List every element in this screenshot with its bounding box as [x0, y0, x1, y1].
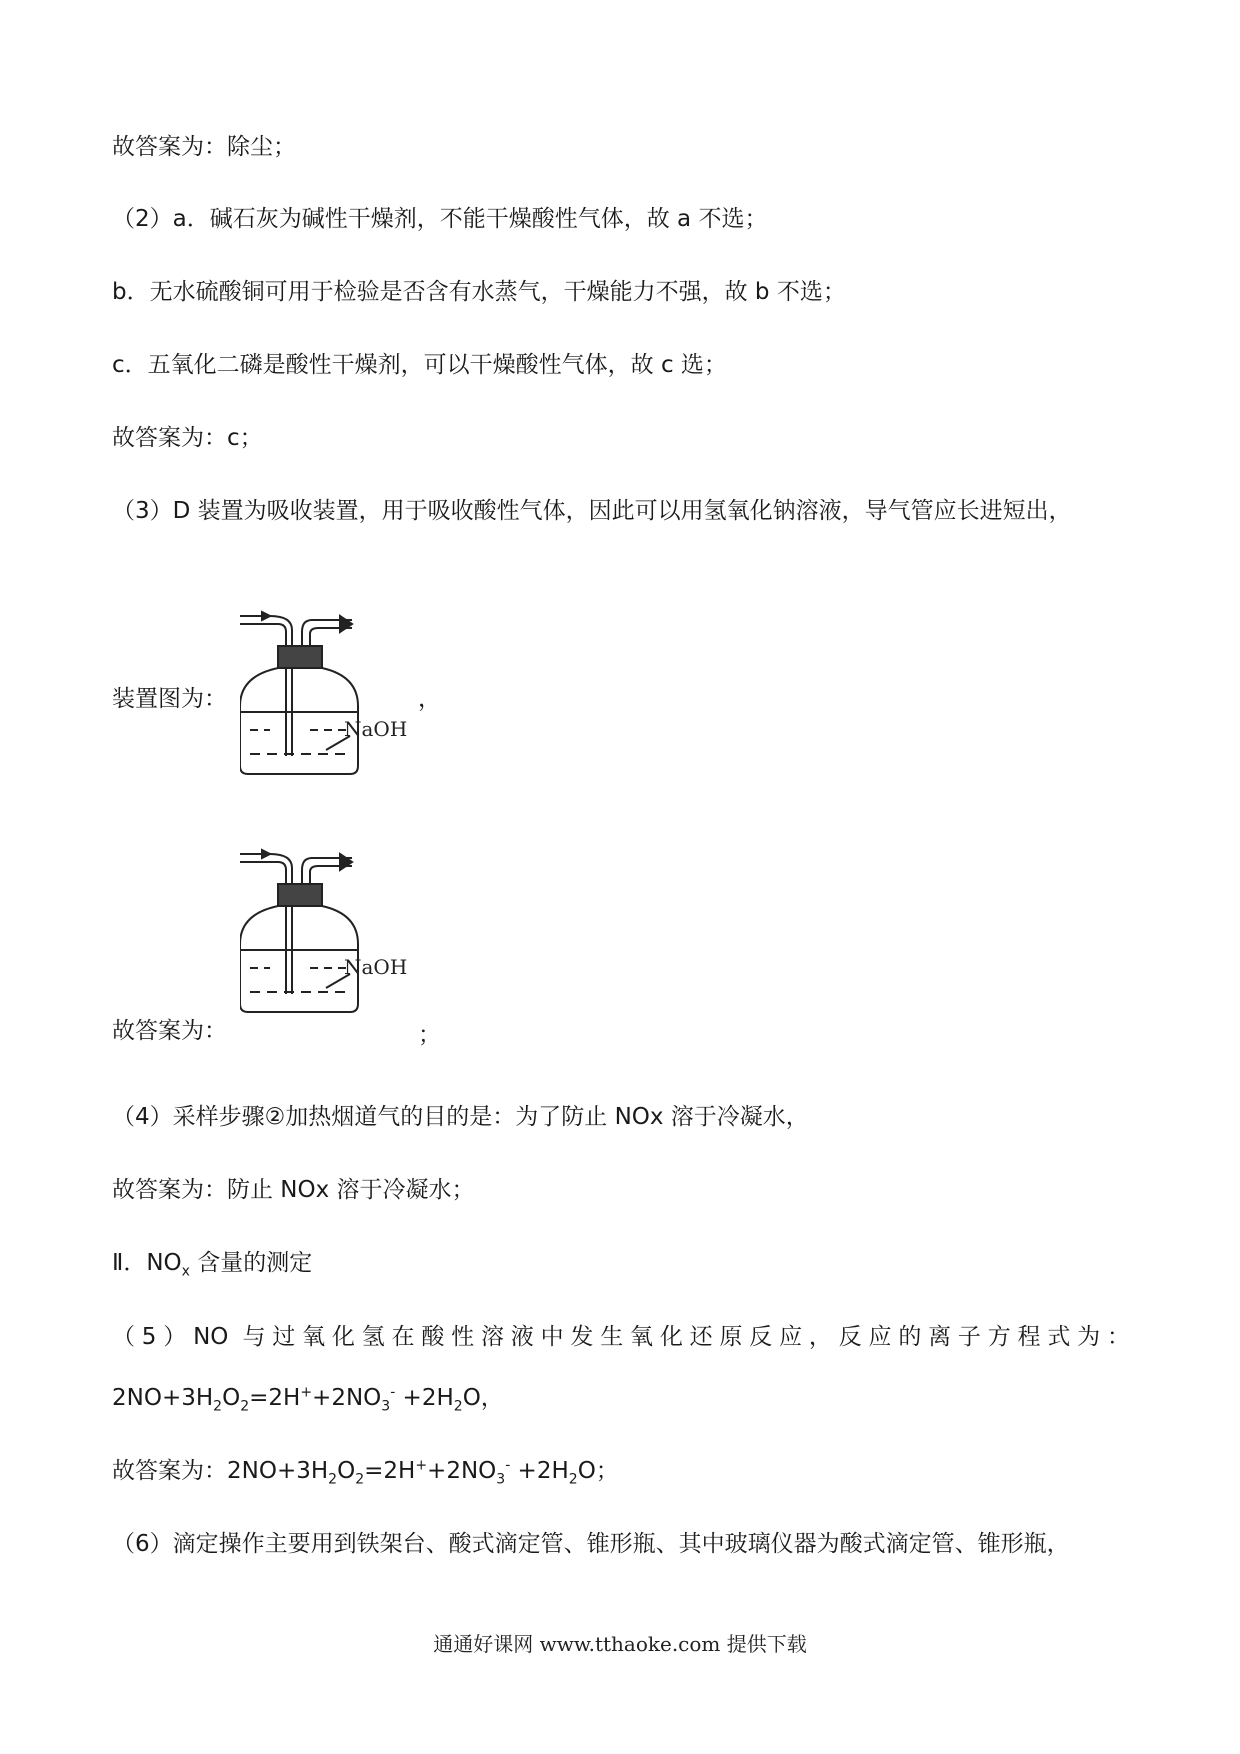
- answer-line-1: 故答案为：除尘；: [112, 134, 296, 160]
- answer-line-2: 故答案为：c；: [112, 425, 263, 451]
- apparatus-caption-suffix: ，: [418, 686, 441, 712]
- ionic-equation-answer: $2NO+3H_2O_2=2H^++2NO_3^- +2H_2O$: [227, 1457, 596, 1488]
- naoh-label: NaOH: [344, 717, 408, 741]
- item-4: （4）采样步骤②加热烟道气的目的是：为了防止 NOx 溶于冷凝水，: [112, 1104, 809, 1130]
- item-2c: c．五氧化二磷是酸性干燥剂，可以干燥酸性气体，故 c 选；: [112, 352, 727, 378]
- answer-figure-caption: [112, 1016, 227, 1046]
- gas-washing-bottle-icon: [240, 844, 420, 1018]
- answer-line-5: [112, 1456, 619, 1486]
- naoh-label: NaOH: [344, 955, 408, 979]
- answer-5-prefix: 故答案为：: [112, 1458, 227, 1484]
- section-heading-prefix: Ⅱ．NO: [112, 1250, 182, 1276]
- ionic-equation: $2NO+3H_2O_2=2H^++2NO_3^- +2H_2O$: [112, 1384, 481, 1415]
- equation-suffix: ，: [480, 1385, 504, 1411]
- item-3: （3）D 装置为吸收装置，用于吸收酸性气体，因此可以用氢氧化钠溶液，导气管应长进短出，: [112, 498, 1072, 524]
- gas-washing-bottle-figure-1: [240, 606, 420, 780]
- answer-5-suffix: ；: [595, 1458, 619, 1484]
- page-footer: 通通好课网 www.tthaoke.com 提供下载: [433, 1632, 807, 1656]
- answer-line-4: 故答案为：防止 NOx 溶于冷凝水；: [112, 1177, 475, 1203]
- answer-figure-prefix: 故答案为：: [112, 1018, 227, 1044]
- gas-washing-bottle-figure-2: [240, 844, 420, 1018]
- section-heading-sub: x: [181, 1263, 190, 1280]
- item-2b: b．无水硫酸铜可用于检验是否含有水蒸气，干燥能力不强，故 b 不选；: [112, 279, 846, 305]
- item-2a: （2）a．碱石灰为碱性干燥剂，不能干燥酸性气体，故 a 不选；: [112, 206, 768, 232]
- apparatus-caption-line: [112, 684, 227, 714]
- gas-washing-bottle-icon: [240, 606, 420, 780]
- answer-figure-suffix: ；: [418, 1022, 441, 1048]
- apparatus-caption-prefix: 装置图为：: [112, 686, 227, 712]
- item-6: （6）滴定操作主要用到铁架台、酸式滴定管、锥形瓶、其中玻璃仪器为酸式滴定管、锥形瓶，: [112, 1531, 1070, 1557]
- section-heading-suffix: 含量的测定: [189, 1250, 313, 1276]
- item-5: （5）NO 与过氧化氢在酸性溶液中发生氧化还原反应，反应的离子方程式为：: [112, 1324, 1130, 1350]
- section-heading-2: [112, 1248, 312, 1278]
- equation-line: [112, 1383, 504, 1413]
